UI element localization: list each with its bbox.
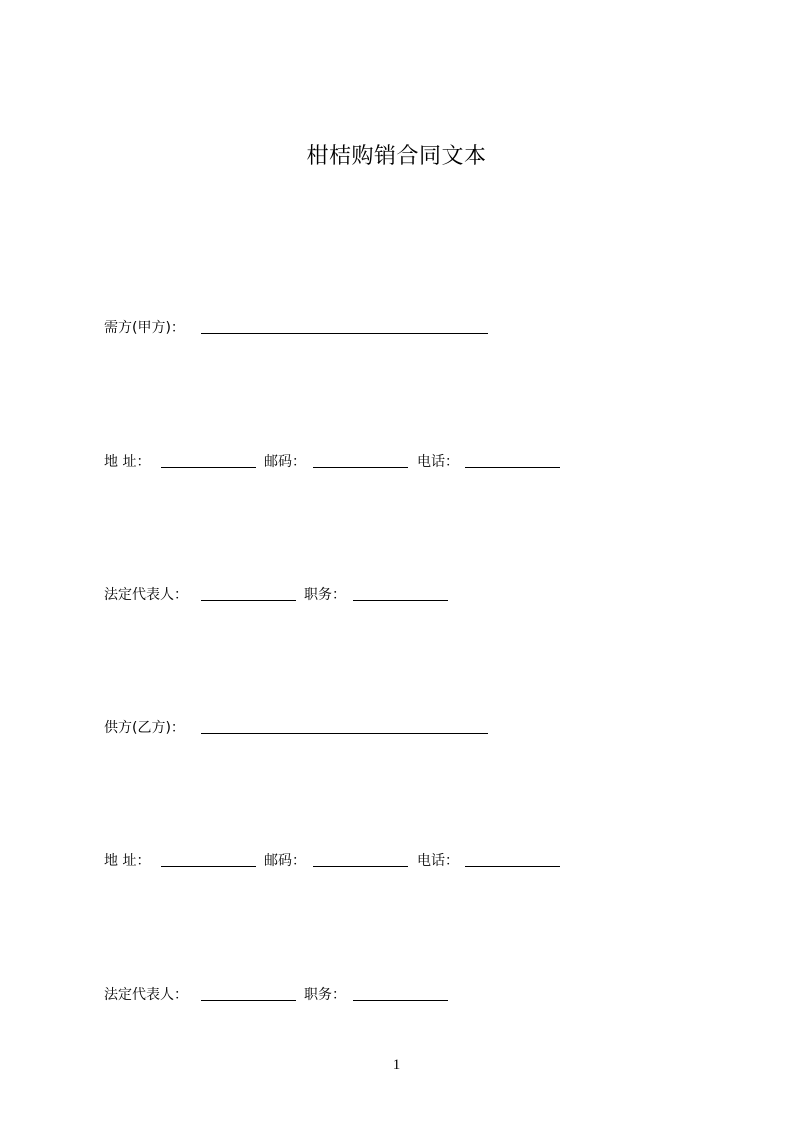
buyer-legal-rep-blank[interactable] bbox=[201, 600, 296, 601]
seller-legal-rep-label: 法定代表人： bbox=[104, 987, 188, 1003]
buyer-postcode-label: 邮码： bbox=[264, 454, 306, 470]
seller-phone-label: 电话： bbox=[417, 853, 459, 869]
buyer-position-label: 职务： bbox=[304, 587, 346, 603]
seller-postcode-blank[interactable] bbox=[313, 866, 408, 867]
page-number: 1 bbox=[392, 1057, 401, 1073]
buyer-address-blank[interactable] bbox=[161, 467, 256, 468]
seller-address-blank[interactable] bbox=[161, 866, 256, 867]
seller-party-blank[interactable] bbox=[201, 733, 488, 734]
buyer-postcode-blank[interactable] bbox=[313, 467, 408, 468]
seller-party-label: 供方(乙方)： bbox=[104, 720, 185, 736]
buyer-phone-label: 电话： bbox=[417, 454, 459, 470]
seller-phone-blank[interactable] bbox=[465, 866, 560, 867]
seller-legal-rep-blank[interactable] bbox=[201, 1000, 296, 1001]
seller-position-blank[interactable] bbox=[353, 1000, 448, 1001]
buyer-legal-rep-label: 法定代表人： bbox=[104, 587, 188, 603]
buyer-party-blank[interactable] bbox=[201, 333, 488, 334]
buyer-party-label: 需方(甲方)： bbox=[104, 320, 185, 336]
seller-address-label: 地 址： bbox=[104, 853, 151, 869]
document-title: 柑桔购销合同文本 bbox=[306, 144, 487, 169]
buyer-position-blank[interactable] bbox=[353, 600, 448, 601]
seller-position-label: 职务： bbox=[304, 987, 346, 1003]
buyer-phone-blank[interactable] bbox=[465, 467, 560, 468]
buyer-address-label: 地 址： bbox=[104, 454, 151, 470]
seller-postcode-label: 邮码： bbox=[264, 853, 306, 869]
